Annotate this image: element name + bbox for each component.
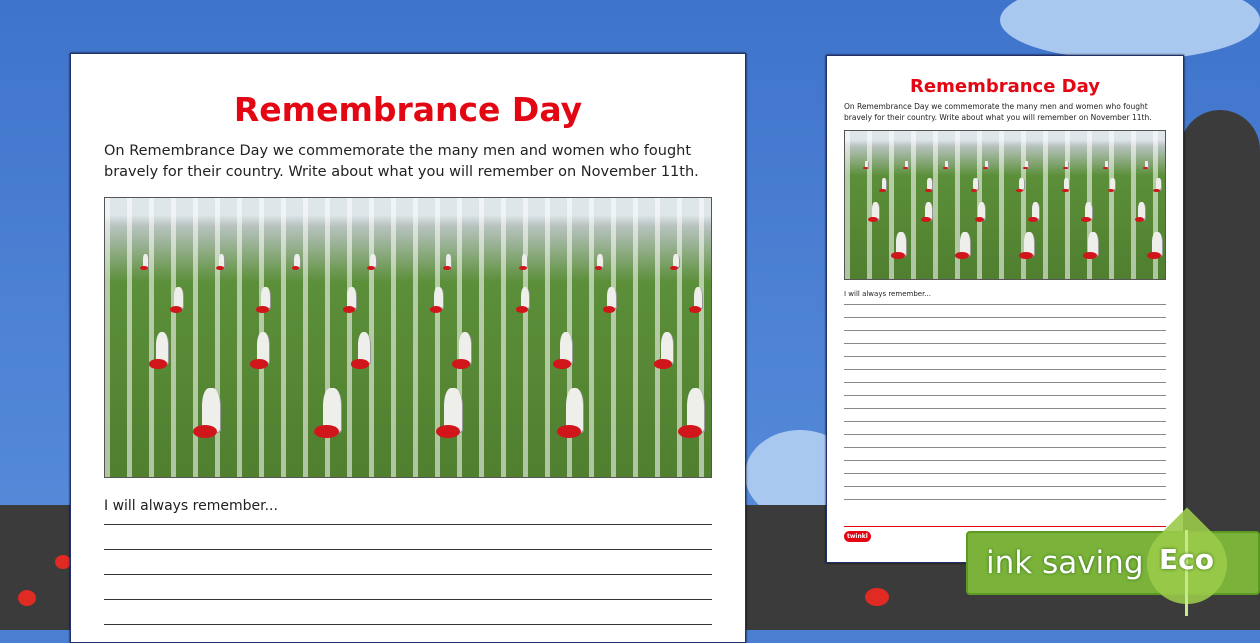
poppy-wreath	[1062, 189, 1069, 193]
cemetery-illustration	[844, 130, 1166, 280]
writing-line	[844, 330, 1166, 331]
poppy-wreath	[516, 306, 528, 313]
poppy-wreath	[1135, 217, 1145, 222]
poppy-wreath	[1019, 252, 1032, 259]
footer-divider	[844, 526, 1166, 527]
writing-line	[844, 447, 1166, 448]
poppy-wreath	[452, 359, 470, 369]
poppy-wreath	[140, 266, 148, 270]
writing-line	[844, 499, 1166, 500]
poppy-wreath	[1153, 189, 1160, 193]
poppy-wreath	[603, 306, 615, 313]
poppy-wreath	[868, 217, 878, 222]
poppy-wreath	[1147, 252, 1160, 259]
poppy-wreath	[557, 425, 581, 438]
worksheet-title: Remembrance Day	[910, 76, 1100, 97]
poppy-wreath	[216, 266, 224, 270]
poppy-wreath	[903, 167, 907, 169]
poppy-wreath	[943, 167, 947, 169]
poppy-wreath	[1016, 189, 1023, 193]
ink-saving-label: ink saving	[986, 545, 1144, 581]
writing-line	[104, 624, 712, 625]
poppy-wreath	[149, 359, 167, 369]
poppy-wreath	[519, 266, 527, 270]
poppy-wreath	[654, 359, 672, 369]
poppy-wreath	[1143, 167, 1147, 169]
poppy-wreath	[193, 425, 217, 438]
poppy-wreath	[863, 167, 867, 169]
poppy-wreath	[1081, 217, 1091, 222]
poppy-wreath	[689, 306, 701, 313]
poppy-wreath	[256, 306, 268, 313]
poppy-decoration	[55, 555, 71, 569]
poppy-wreath	[1023, 167, 1027, 169]
writing-line	[844, 460, 1166, 461]
worksheet-preview-large	[70, 53, 746, 643]
writing-line	[104, 599, 712, 600]
poppy-wreath	[925, 189, 932, 193]
writing-line	[844, 395, 1166, 396]
writing-line	[844, 356, 1166, 357]
poppy-wreath	[891, 252, 904, 259]
poppy-wreath	[1083, 252, 1096, 259]
poppy-wreath	[1063, 167, 1067, 169]
worksheet-preview-thumbnail	[826, 55, 1184, 563]
writing-line	[844, 317, 1166, 318]
writing-line	[844, 382, 1166, 383]
poppy-wreath	[971, 189, 978, 193]
writing-prompt: I will always remember...	[104, 498, 278, 514]
poppy-wreath	[879, 189, 886, 193]
poppy-wreath	[1108, 189, 1115, 193]
writing-line	[844, 473, 1166, 474]
poppy-wreath	[955, 252, 968, 259]
writing-line	[844, 343, 1166, 344]
cemetery-illustration	[104, 197, 712, 478]
writing-line	[844, 486, 1166, 487]
writing-line	[104, 574, 712, 575]
poppy-wreath	[1103, 167, 1107, 169]
writing-line	[844, 304, 1166, 305]
poppy-decoration	[865, 588, 889, 606]
poppy-wreath	[292, 266, 300, 270]
poppy-wreath	[314, 425, 338, 438]
worksheet-intro: On Remembrance Day we commemorate the many men and women who fought bravely for their country. Write about what you will remember on November 11th.	[844, 102, 1152, 122]
soldier-silhouette	[1180, 110, 1260, 530]
writing-line	[844, 434, 1166, 435]
writing-line	[844, 421, 1166, 422]
writing-line	[844, 369, 1166, 370]
poppy-wreath	[595, 266, 603, 270]
writing-line	[844, 408, 1166, 409]
poppy-wreath	[975, 217, 985, 222]
twinkl-logo: twinkl	[844, 531, 871, 542]
eco-label: Eco	[1159, 543, 1214, 576]
writing-line	[104, 524, 712, 525]
poppy-wreath	[1028, 217, 1038, 222]
poppy-wreath	[343, 306, 355, 313]
poppy-wreath	[678, 425, 702, 438]
writing-line	[104, 549, 712, 550]
poppy-wreath	[250, 359, 268, 369]
poppy-wreath	[443, 266, 451, 270]
writing-prompt: I will always remember...	[844, 290, 931, 298]
poppy-wreath	[430, 306, 442, 313]
poppy-wreath	[553, 359, 571, 369]
poppy-wreath	[921, 217, 931, 222]
poppy-decoration	[18, 590, 36, 606]
poppy-wreath	[436, 425, 460, 438]
poppy-wreath	[367, 266, 375, 270]
worksheet-intro: On Remembrance Day we commemorate the many men and women who fought bravely for their country. Write about what you will remember on November 11th.	[104, 143, 699, 180]
worksheet-title: Remembrance Day	[233, 90, 583, 129]
poppy-wreath	[170, 306, 182, 313]
poppy-wreath	[351, 359, 369, 369]
poppy-wreath	[670, 266, 678, 270]
poppy-wreath	[983, 167, 987, 169]
